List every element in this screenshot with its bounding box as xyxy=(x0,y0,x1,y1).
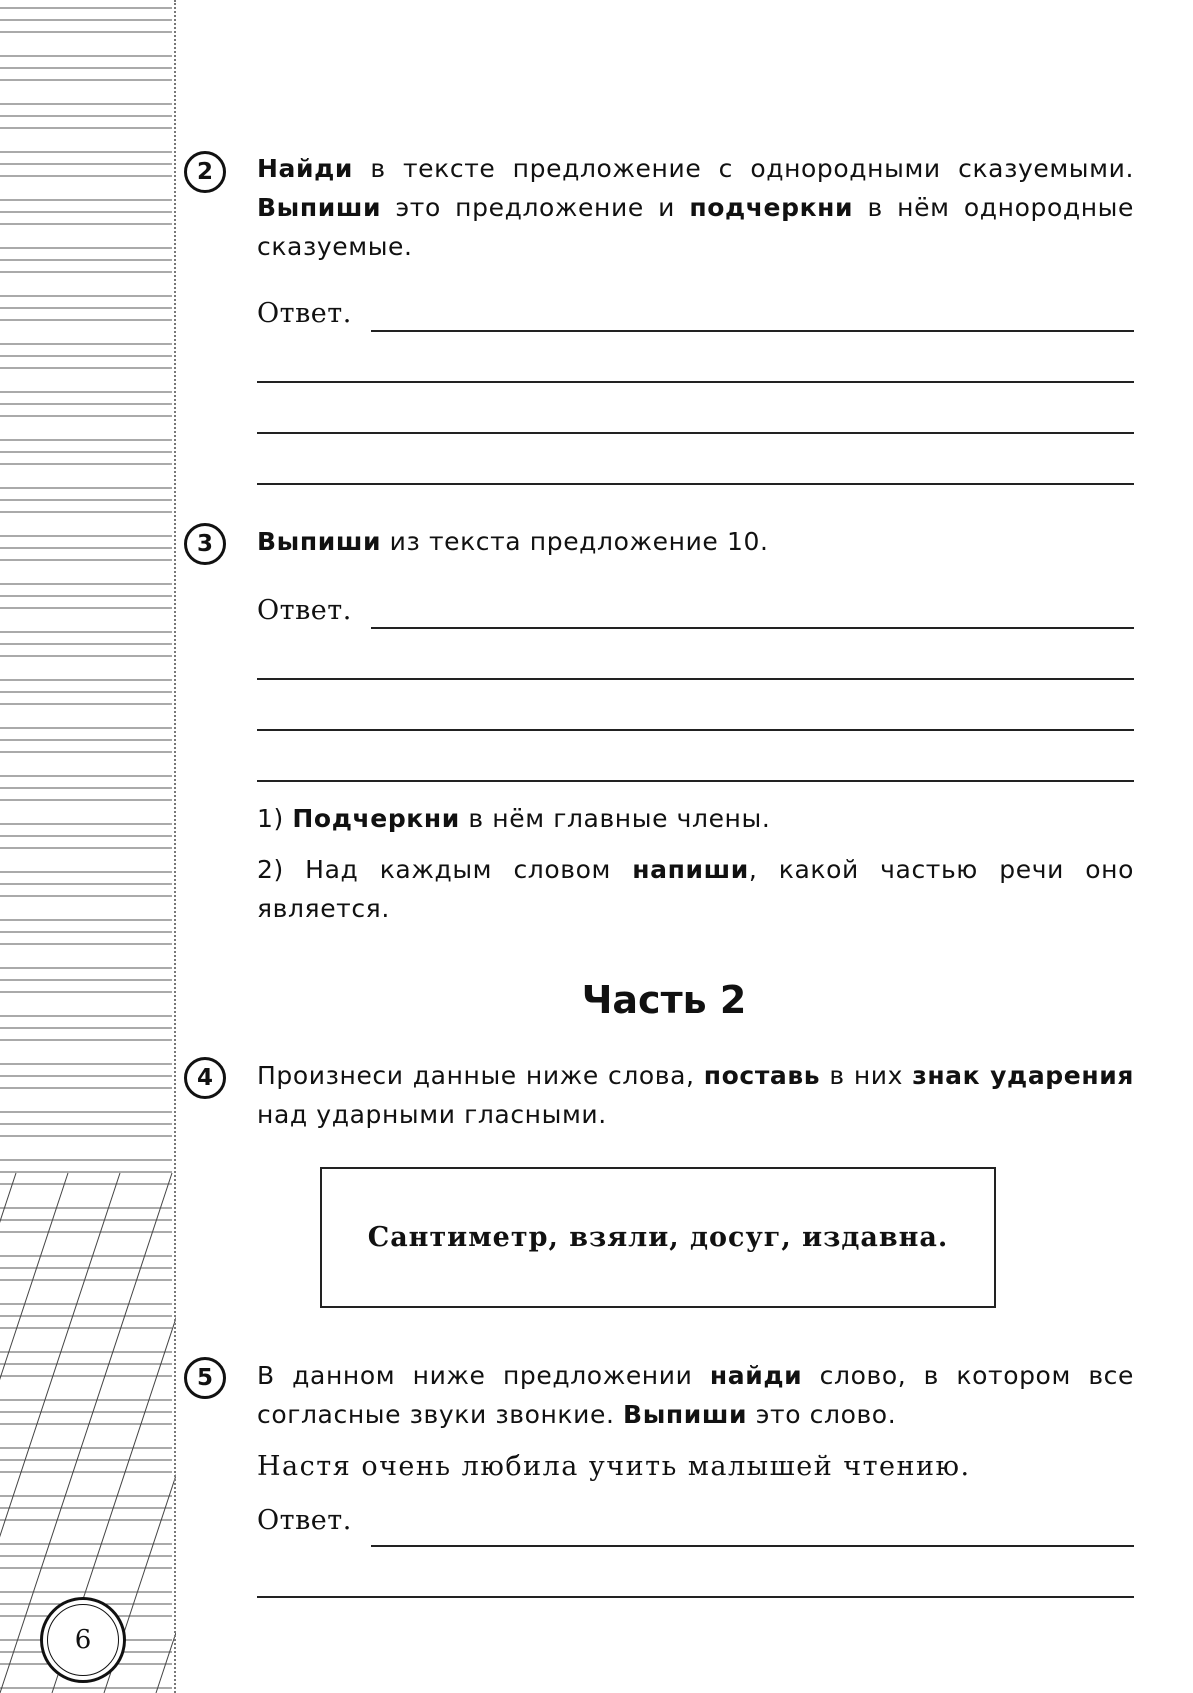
task-2 xyxy=(184,148,1134,488)
instruction-keyword: знак ударения xyxy=(912,1061,1134,1090)
instruction-keyword: Найди xyxy=(257,154,354,183)
page-number: 6 xyxy=(74,1625,92,1655)
sub-task-2 xyxy=(257,850,1134,928)
instruction-keyword: Выпиши xyxy=(623,1400,748,1429)
answer-line[interactable] xyxy=(257,432,1134,434)
answer-line[interactable] xyxy=(257,381,1134,383)
slant-line xyxy=(0,1173,16,1693)
task-number-badge xyxy=(184,1357,226,1399)
answer-line[interactable] xyxy=(371,627,1134,629)
instruction-text: это слово. xyxy=(747,1400,897,1429)
task-3 xyxy=(184,522,1134,932)
sub-task-1 xyxy=(257,799,1134,838)
word-list: Сантиметр, взяли, досуг, издавна. xyxy=(367,1222,949,1253)
task-number-badge xyxy=(184,151,226,193)
instruction-text: это предложение и xyxy=(381,193,690,222)
sub-task-text: в нём главные члены. xyxy=(459,804,771,833)
task-instruction xyxy=(257,1356,1134,1434)
task-4 xyxy=(184,1056,1134,1156)
instruction-keyword: напиши xyxy=(632,855,749,884)
sub-task-text: 1) xyxy=(257,804,293,833)
instruction-keyword: поставь xyxy=(703,1061,821,1090)
instruction-text: из текста предложение 10. xyxy=(381,527,769,556)
ruled-margin-strip xyxy=(0,0,176,1693)
instruction-text: в нём однородные сказуемые. xyxy=(257,193,1135,261)
instruction-text: В данном ниже предложении xyxy=(257,1361,710,1390)
answer-line[interactable] xyxy=(257,678,1134,680)
task-number: 2 xyxy=(196,159,213,185)
cut-line xyxy=(174,0,176,1693)
instruction-text: над ударными гласными. xyxy=(257,1100,607,1129)
answer-line[interactable] xyxy=(257,483,1134,485)
sub-task-text: 2) Над каждым словом xyxy=(257,855,633,884)
sample-sentence: Настя очень любила учить малышей чтению. xyxy=(257,1451,971,1482)
word-list-box xyxy=(320,1167,996,1308)
task-instruction xyxy=(257,1056,1134,1134)
instruction-text: слово, в котором все согласные звуки звонкие. xyxy=(257,1361,1134,1429)
instruction-text: в них xyxy=(820,1061,913,1090)
task-number: 3 xyxy=(196,531,213,557)
task-number: 5 xyxy=(196,1365,213,1391)
answer-label: Ответ. xyxy=(257,298,352,329)
instruction-keyword: Выпиши xyxy=(257,527,382,556)
instruction-keyword: Подчеркни xyxy=(292,804,460,833)
instruction-text: Произнеси данные ниже слова, xyxy=(257,1061,704,1090)
instruction-keyword: найди xyxy=(709,1361,803,1390)
task-number: 4 xyxy=(196,1065,213,1091)
instruction-keyword: Выпиши xyxy=(257,193,382,222)
answer-line[interactable] xyxy=(257,729,1134,731)
page-number-badge xyxy=(40,1597,126,1683)
answer-line[interactable] xyxy=(257,780,1134,782)
section-heading: Часть 2 xyxy=(581,978,747,1022)
task-instruction xyxy=(257,149,1134,266)
answer-label: Ответ. xyxy=(257,595,352,626)
instruction-keyword: подчеркни xyxy=(689,193,854,222)
instruction-text: в тексте предложение с однородными сказуемыми. xyxy=(353,154,1134,183)
slant-line xyxy=(156,1173,176,1693)
task-instruction xyxy=(257,522,1134,561)
task-number-badge xyxy=(184,1057,226,1099)
task-number-badge xyxy=(184,523,226,565)
sub-task-text: , какой частью речи оно является. xyxy=(257,855,1134,923)
answer-line[interactable] xyxy=(257,1596,1134,1598)
answer-line[interactable] xyxy=(371,1545,1134,1547)
answer-label: Ответ. xyxy=(257,1505,352,1536)
answer-line[interactable] xyxy=(371,330,1134,332)
